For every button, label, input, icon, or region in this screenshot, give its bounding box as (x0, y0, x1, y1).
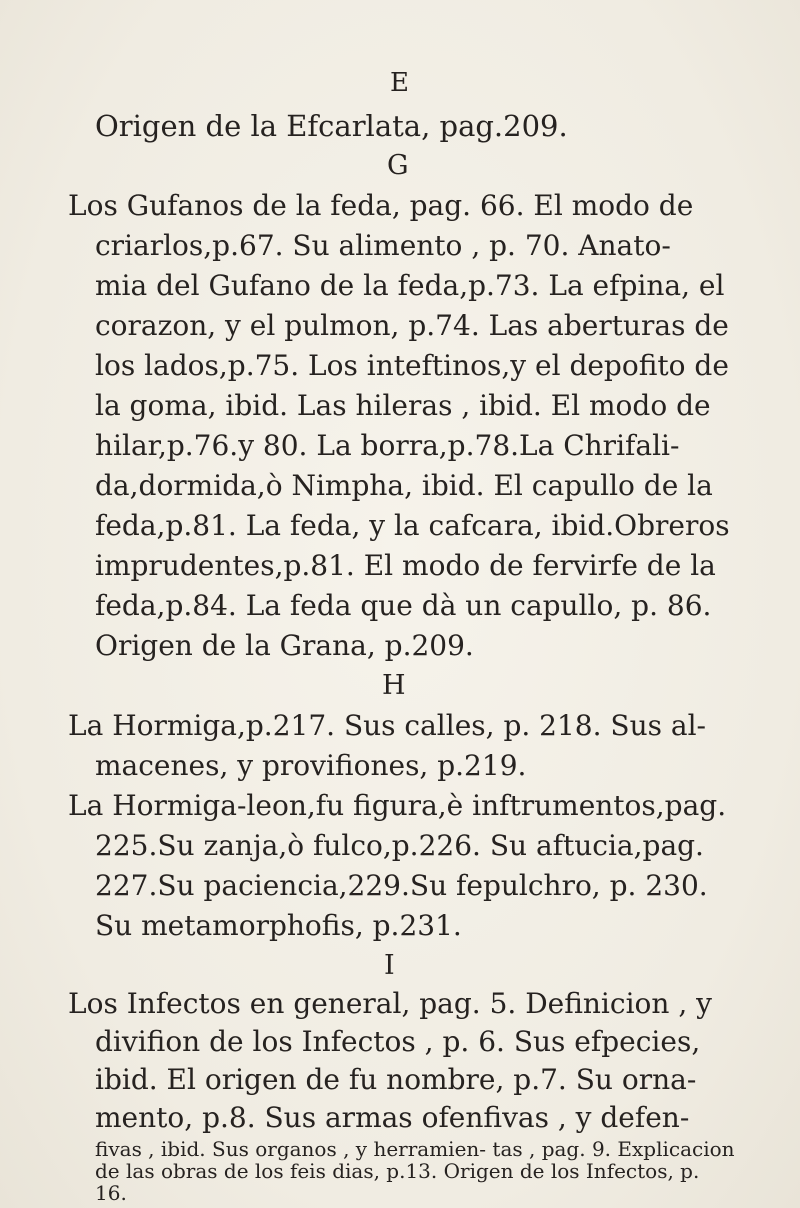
section-letter: H (382, 670, 406, 701)
text-line: 227.Su paciencia,229.Su fepulchro, p. 230. (95, 869, 708, 902)
text-line: corazon, y el pulmon, p.74. Las aberturas de (95, 309, 729, 342)
text-line: Los Gufanos de la feda, pag. 66. El modo de (68, 189, 694, 222)
text-line: 225.Su zanja,ò fulco,p.226. Su aftucia,pag. (95, 829, 704, 862)
text-line: hilar,p.76.y 80. La borra,p.78.La Chrifali- (95, 429, 680, 462)
text-line: la goma, ibid. Las hileras , ibid. El modo de (95, 389, 711, 422)
text-line: macenes, y provifiones, p.219. (95, 749, 527, 782)
text-line: fivas , ibid. Sus organos , y herramien- tas , pag. 9. Explicacion de las obras de los feis dias, p.13. Origen de los Infectos, p. 16. (95, 1137, 735, 1205)
text-line: imprudentes,p.81. El modo de fervirfe de la (95, 549, 716, 582)
text-line: feda,p.81. La feda, y la cafcara, ibid.Obreros (95, 509, 730, 542)
text-line: Origen de la Grana, p.209. (95, 629, 474, 662)
section-letter: G (387, 150, 409, 181)
text-line: La Hormiga,p.217. Sus calles, p. 218. Sus al- (68, 709, 707, 742)
text-line: mia del Gufano de la feda,p.73. La efpina, el (95, 269, 725, 302)
text-line: La Hormiga-leon,fu figura,è inftrumentos,pag. (68, 789, 727, 822)
text-line: criarlos,p.67. Su alimento , p. 70. Anato- (95, 229, 671, 262)
section-letter: I (384, 950, 395, 981)
text-line: da,dormida,ò Nimpha, ibid. El capullo de la (95, 469, 713, 502)
text-line: Su metamorphofis, p.231. (95, 909, 462, 942)
signature-mark: E (390, 68, 410, 98)
text-line: divifion de los Infectos , p. 6. Sus efpecies, (95, 1025, 701, 1058)
text-line: los lados,p.75. Los inteftinos,y el depofito de (95, 349, 729, 382)
text-line: Origen de la Efcarlata, pag.209. (95, 109, 568, 143)
text-line: ibid. El origen de fu nombre, p.7. Su orna- (95, 1063, 697, 1096)
text-line: Los Infectos en general, pag. 5. Definicion , y (68, 987, 712, 1020)
text-line: feda,p.84. La feda que dà un capullo, p. 86. (95, 589, 712, 622)
text-line: mento, p.8. Sus armas ofenfivas , y defen- (95, 1101, 690, 1134)
